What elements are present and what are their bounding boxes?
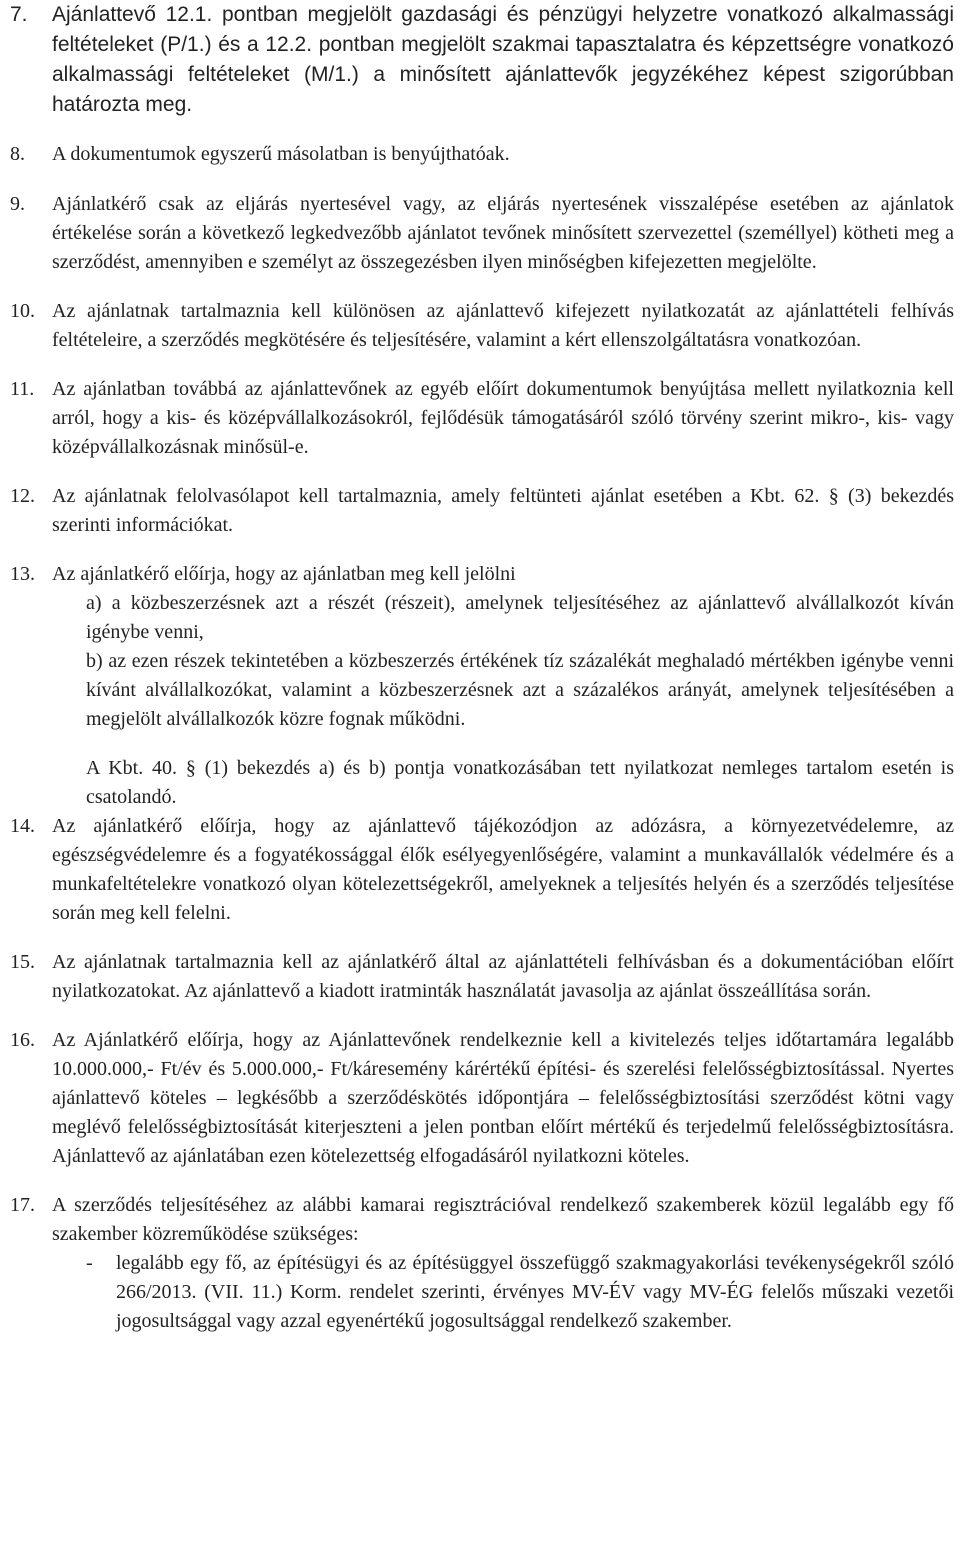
- item-note: A Kbt. 40. § (1) bekezdés a) és b) pontja vonatkozásában tett nyilatkozat nemleges tartalom esetén is csatolandó.: [86, 757, 954, 808]
- bullet-item: [52, 1249, 954, 1336]
- item-text: Az ajánlatnak tartalmaznia kell különösen az ajánlattevő kifejezett nyilatkozatát az ajánlattételi felhívás feltételeire, a szerződés megkötésére és teljesítésére, valamint a kért ellenszolgáltatásra vonatkozóan.: [52, 300, 954, 351]
- bullet-text: legalább egy fő, az építésügyi és az építésüggyel összefüggő szakmagyakorlási tevékenységekről szóló 266/2013. (VII. 11.) Korm. rendelet szerinti, érvényes MV-ÉV vagy MV-ÉG felelős műszaki vezetői jogosultsággal vagy azzal egyenértékű jogosultsággal rendelkező szakember.: [116, 1252, 954, 1332]
- list-item-16: [0, 1026, 960, 1171]
- list-item-14: [0, 812, 960, 928]
- list-item-10: [0, 297, 960, 355]
- sub-item-b: b) az ezen részek tekintetében a közbeszerzés értékének tíz százalékát meghaladó mértékben igénybe venni kívánt alvállalkozókat, valamint a közbeszerzésnek azt a százalékos arányát, amelynek teljesítésében a megjelölt alvállalkozók közre fognak működni.: [86, 650, 954, 730]
- list-item-12: [0, 482, 960, 540]
- item-number: 16.: [10, 1029, 35, 1051]
- item-text: Az Ajánlatkérő előírja, hogy az Ajánlattevőnek rendelkeznie kell a kivitelezés teljes időtartamára legalább 10.000.000,- Ft/év és 5.000.000,- Ft/káresemény kárértékű építési- és szerelési felelősségbiztosítással. Nyertes ajánlattevő köteles – legkésőbb a szerződéskötés időpontjára – felelősségbiztosítási szerződést kötni vagy meglévő felelősségbiztosítását kiterjeszteni a jelen pontban előírt mértékű és terjedelmű felelősségbiztosításra. Ajánlattevő az ajánlatában ezen kötelezettség elfogadásáról nyilatkozni köteles.: [52, 1029, 954, 1167]
- list-item-15: [0, 948, 960, 1006]
- sub-item-a: a) a közbeszerzésnek azt a részét (részeit), amelynek teljesítéséhez az ajánlattevő alvállalkozót kíván igénybe venni,: [86, 592, 954, 643]
- item-text: Ajánlattevő 12.1. pontban megjelölt gazdasági és pénzügyi helyzetre vonatkozó alkalmassági feltételeket (P/1.) és a 12.2. pontban megjelölt szakmai tapasztalatra és képzettségre vonatkozó alkalmassági feltételeket (M/1.) a minősített ajánlattevők jegyzékéhez képest szigorúbban határozta meg.: [52, 3, 954, 116]
- item-text: Az ajánlatkérő előírja, hogy az ajánlattevő tájékozódjon az adózásra, a környezetvédelemre, az egészségvédelemre és a fogyatékossággal élők esélyegyenlőségére, valamint a munkavállalók védelmére és a munkafeltételekre vonatkozó olyan kötelezettségekről, amelyeknek a teljesítés helyén és a szerződés teljesítése során meg kell felelni.: [52, 815, 954, 924]
- list-item-11: [0, 375, 960, 462]
- list-item-9: [0, 190, 960, 277]
- item-text: Az ajánlatnak tartalmaznia kell az ajánlatkérő által az ajánlattételi felhívásban és a dokumentációban előírt nyilatkozatokat. Az ajánlattevő a kiadott iratminták használatát javasolja az ajánlat összeállítása során.: [52, 951, 954, 1002]
- dash-marker: -: [86, 1252, 93, 1274]
- item-text: Ajánlatkérő csak az eljárás nyertesével vagy, az eljárás nyertesének visszalépése esetében az ajánlatok értékelése során a következő legkedvezőbb ajánlatot tevőnek minősített szervezettel (személlyel) kötheti meg a szerződést, amennyiben e személyt az összegezésben ilyen minőségben kifejezetten megjelölte.: [52, 193, 954, 273]
- item-number: 12.: [10, 485, 35, 507]
- item-number: 7.: [10, 3, 28, 26]
- item-text: Az ajánlatban továbbá az ajánlattevőnek az egyéb előírt dokumentumok benyújtása mellett nyilatkoznia kell arról, hogy a kis- és középvállalkozásokról, fejlődésük támogatásáról szóló törvény szerint mikro-, kis- vagy középvállalkozásnak minősül-e.: [52, 378, 954, 458]
- item-text: Az ajánlatnak felolvasólapot kell tartalmaznia, amely feltünteti ajánlat esetében a Kbt. 62. § (3) bekezdés szerinti információkat.: [52, 485, 954, 536]
- item-number: 13.: [10, 563, 35, 585]
- list-item-17: [0, 1191, 960, 1336]
- list-item-13: [0, 560, 960, 812]
- item-text: A dokumentumok egyszerű másolatban is benyújthatóak.: [52, 143, 510, 165]
- list-item-7: [0, 0, 960, 120]
- item-text: A szerződés teljesítéséhez az alábbi kamarai regisztrációval rendelkező szakemberek közül legalább egy fő szakember közreműködése szükséges:: [52, 1194, 954, 1245]
- item-number: 11.: [10, 378, 35, 400]
- item-number: 17.: [10, 1194, 35, 1216]
- item-number: 15.: [10, 951, 35, 973]
- item-number: 8.: [10, 143, 25, 165]
- item-number: 9.: [10, 193, 25, 215]
- item-number: 14.: [10, 815, 35, 837]
- list-item-8: [0, 140, 960, 169]
- item-number: 10.: [10, 300, 35, 322]
- item-text: Az ajánlatkérő előírja, hogy az ajánlatban meg kell jelölni: [52, 563, 516, 585]
